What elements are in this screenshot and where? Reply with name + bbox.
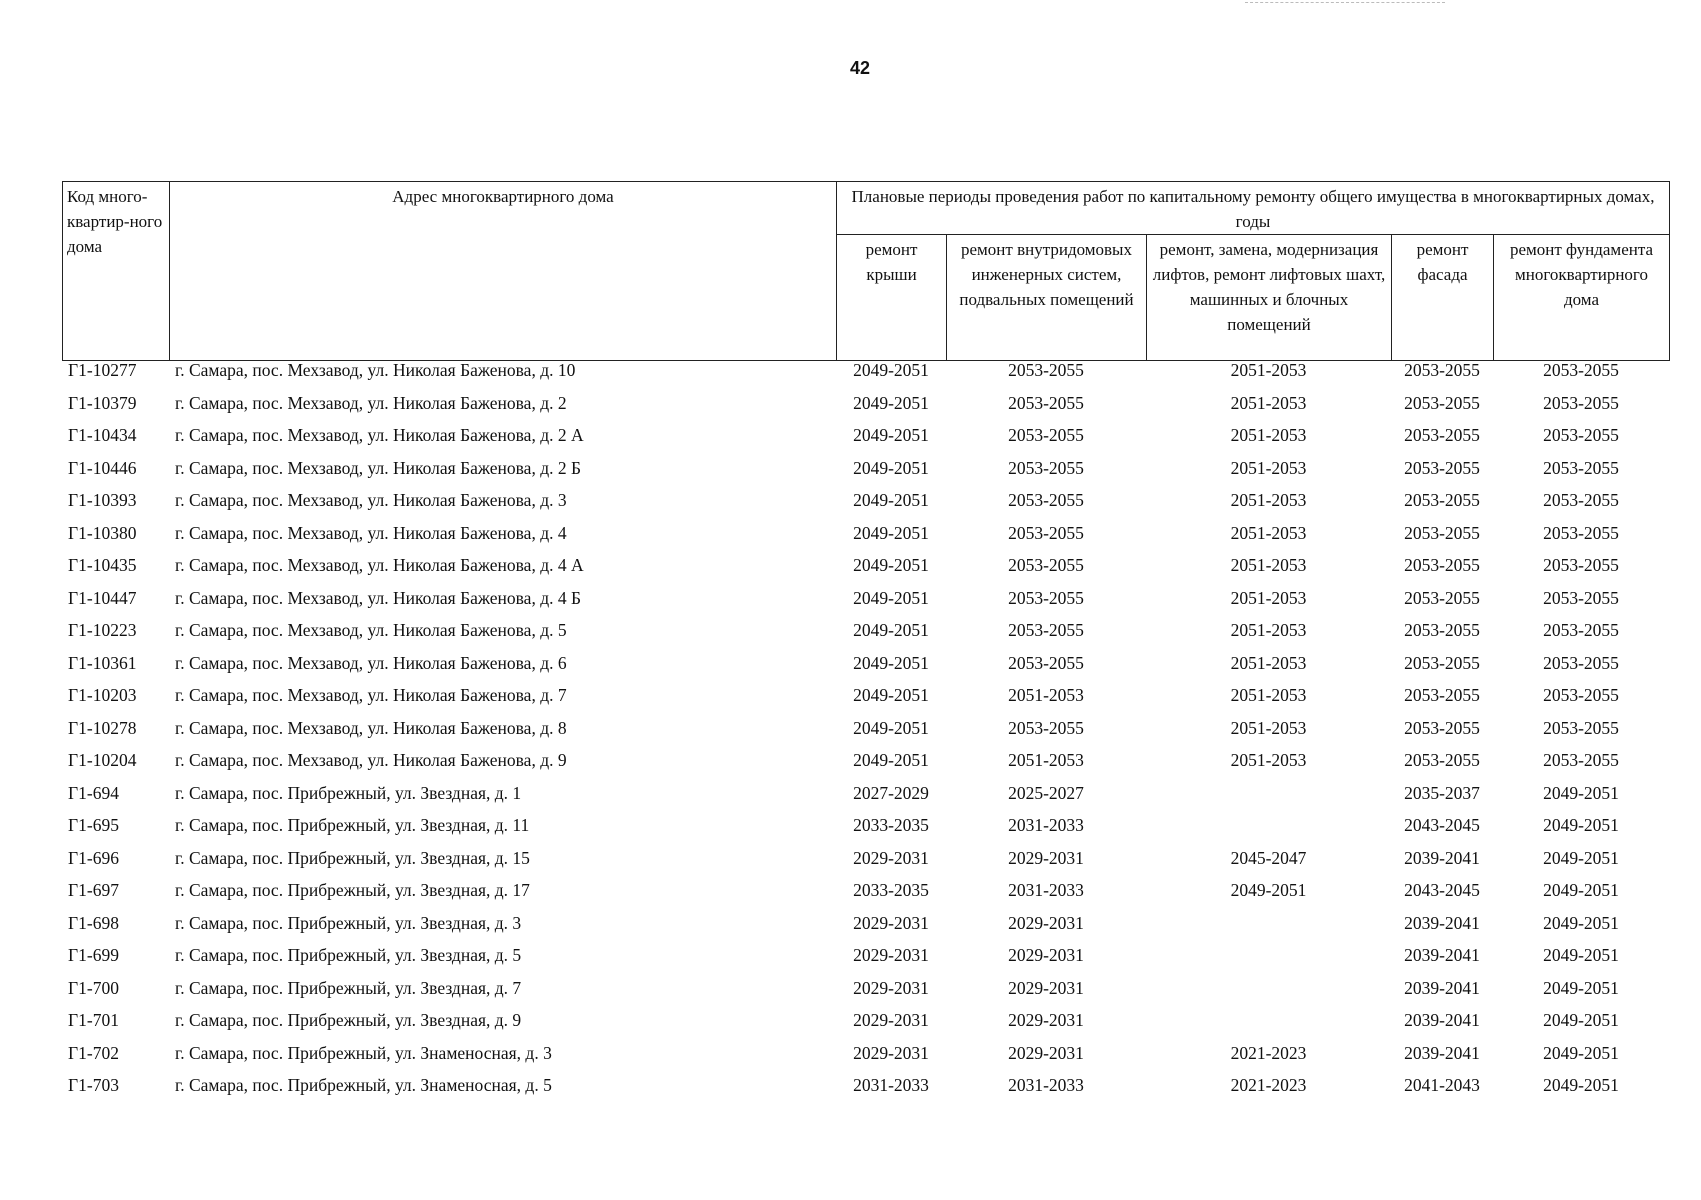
house-code: Г1-702 [68, 1042, 119, 1063]
elevators-period [1146, 978, 1391, 1011]
house-code: Г1-10393 [68, 490, 137, 510]
roof-period: 2029-2031 [853, 977, 929, 998]
house-code: Г1-10277 [68, 360, 137, 380]
table-row [62, 620, 1669, 653]
house-code: Г1-10446 [68, 457, 137, 478]
engineering-period: 2053-2055 [1008, 555, 1084, 575]
engineering-period: 2053-2055 [1008, 652, 1084, 673]
page-number: 42 [849, 58, 871, 78]
foundation-period: 2053-2055 [1543, 685, 1619, 705]
table-row [62, 718, 1669, 751]
scan-artifact [1245, 2, 1445, 5]
engineering-period: 2029-2031 [1008, 847, 1084, 868]
engineering-period: 2053-2055 [1008, 457, 1084, 478]
elevators-period [1146, 1010, 1391, 1043]
foundation-period: 2053-2055 [1543, 750, 1619, 770]
elevators-period: 2051-2053 [1230, 717, 1307, 738]
elevators-period: 2051-2053 [1230, 620, 1307, 640]
table-row [62, 523, 1669, 556]
roof-period: 2049-2051 [853, 490, 929, 510]
foundation-period: 2053-2055 [1543, 555, 1619, 575]
foundation-period: 2049-2051 [1543, 880, 1619, 900]
facade-period: 2039-2041 [1404, 945, 1480, 965]
roof-period: 2029-2031 [853, 1010, 929, 1030]
house-code: Г1-10278 [68, 717, 137, 738]
house-address: г. Самара, пос. Прибрежный, ул. Звездная, д. 5 [175, 945, 522, 965]
house-code: Г1-703 [68, 1075, 119, 1095]
engineering-period: 2053-2055 [1008, 717, 1084, 738]
header-roof: ремонт крыши [837, 235, 947, 361]
elevators-period: 2051-2053 [1230, 360, 1307, 380]
elevators-period: 2051-2053 [1230, 425, 1307, 445]
engineering-period: 2029-2031 [1008, 945, 1084, 965]
facade-period: 2035-2037 [1404, 782, 1480, 803]
house-code: Г1-10379 [68, 392, 137, 413]
foundation-period: 2049-2051 [1543, 912, 1619, 933]
engineering-period: 2053-2055 [1008, 425, 1084, 445]
engineering-period: 2031-2033 [1008, 1075, 1084, 1095]
facade-period: 2053-2055 [1404, 425, 1480, 445]
house-address: г. Самара, пос. Прибрежный, ул. Звездная, д. 7 [175, 977, 522, 998]
foundation-period: 2053-2055 [1543, 360, 1619, 380]
header-foundation: ремонт фундамента многоквартирного дома [1494, 235, 1670, 361]
foundation-period: 2049-2051 [1543, 815, 1619, 835]
house-address: г. Самара, пос. Прибрежный, ул. Звездная, д. 3 [175, 912, 522, 933]
data-table [62, 360, 1669, 1108]
house-address: г. Самара, пос. Прибрежный, ул. Звездная, д. 1 [175, 782, 522, 803]
table-row [62, 685, 1669, 718]
roof-period: 2049-2051 [853, 685, 929, 705]
elevators-period: 2051-2053 [1230, 685, 1307, 705]
house-address: г. Самара, пос. Прибрежный, ул. Звездная, д. 11 [175, 815, 530, 835]
house-address: г. Самара, пос. Мехзавод, ул. Николая Баженова, д. 4 Б [175, 587, 582, 608]
facade-period: 2053-2055 [1404, 620, 1480, 640]
facade-period: 2039-2041 [1404, 1042, 1480, 1063]
roof-period: 2049-2051 [853, 750, 929, 770]
elevators-period: 2051-2053 [1230, 490, 1307, 510]
house-code: Г1-10203 [68, 685, 137, 705]
house-code: Г1-701 [68, 1010, 119, 1030]
elevators-period: 2051-2053 [1230, 457, 1307, 478]
foundation-period: 2049-2051 [1543, 1010, 1619, 1030]
facade-period: 2039-2041 [1404, 847, 1480, 868]
house-code: Г1-10223 [68, 620, 137, 640]
engineering-period: 2029-2031 [1008, 912, 1084, 933]
facade-period: 2041-2043 [1404, 1075, 1480, 1095]
engineering-period: 2031-2033 [1008, 815, 1084, 835]
facade-period: 2053-2055 [1404, 587, 1480, 608]
foundation-period: 2053-2055 [1543, 522, 1619, 543]
house-code: Г1-698 [68, 912, 119, 933]
facade-period: 2043-2045 [1404, 815, 1480, 835]
facade-period: 2053-2055 [1404, 652, 1480, 673]
facade-period: 2053-2055 [1404, 555, 1480, 575]
elevators-period: 2021-2023 [1230, 1042, 1307, 1063]
engineering-period: 2053-2055 [1008, 490, 1084, 510]
table-row [62, 815, 1669, 848]
house-address: г. Самара, пос. Прибрежный, ул. Знаменосная, д. 5 [175, 1075, 552, 1095]
foundation-period: 2053-2055 [1543, 425, 1619, 445]
foundation-period: 2053-2055 [1543, 717, 1619, 738]
engineering-period: 2029-2031 [1008, 1010, 1084, 1030]
table-row [62, 978, 1669, 1011]
facade-period: 2053-2055 [1404, 750, 1480, 770]
roof-period: 2033-2035 [853, 880, 929, 900]
table-row [62, 653, 1669, 686]
elevators-period: 2051-2053 [1230, 750, 1307, 770]
facade-period: 2043-2045 [1404, 880, 1480, 900]
facade-period: 2053-2055 [1404, 360, 1480, 380]
foundation-period: 2049-2051 [1543, 1042, 1619, 1063]
house-address: г. Самара, пос. Мехзавод, ул. Николая Баженова, д. 3 [175, 490, 567, 510]
house-code: Г1-697 [68, 880, 119, 900]
foundation-period: 2049-2051 [1543, 945, 1619, 965]
elevators-period: 2045-2047 [1230, 847, 1307, 868]
roof-period: 2027-2029 [853, 782, 929, 803]
house-code: Г1-699 [68, 945, 119, 965]
house-address: г. Самара, пос. Мехзавод, ул. Николая Баженова, д. 4 [175, 522, 567, 543]
foundation-period: 2053-2055 [1543, 587, 1619, 608]
house-code: Г1-10435 [68, 555, 137, 575]
table-row [62, 945, 1669, 978]
roof-period: 2029-2031 [853, 945, 929, 965]
facade-period: 2039-2041 [1404, 1010, 1480, 1030]
house-address: г. Самара, пос. Мехзавод, ул. Николая Баженова, д. 8 [175, 717, 567, 738]
table-row [62, 490, 1669, 523]
facade-period: 2053-2055 [1404, 685, 1480, 705]
house-address: г. Самара, пос. Мехзавод, ул. Николая Баженова, д. 2 Б [175, 457, 582, 478]
elevators-period: 2021-2023 [1230, 1075, 1307, 1095]
header-code: Код много-квартир-ного дома [63, 182, 170, 361]
table-row [62, 1043, 1669, 1076]
engineering-period: 2031-2033 [1008, 880, 1084, 900]
roof-period: 2033-2035 [853, 815, 929, 835]
house-code: Г1-10361 [68, 652, 137, 673]
house-address: г. Самара, пос. Мехзавод, ул. Николая Баженова, д. 5 [175, 620, 567, 640]
foundation-period: 2053-2055 [1543, 490, 1619, 510]
foundation-period: 2053-2055 [1543, 652, 1619, 673]
foundation-period: 2049-2051 [1543, 1075, 1619, 1095]
facade-period: 2053-2055 [1404, 490, 1480, 510]
house-address: г. Самара, пос. Мехзавод, ул. Николая Баженова, д. 6 [175, 652, 567, 673]
engineering-period: 2029-2031 [1008, 977, 1084, 998]
foundation-period: 2049-2051 [1543, 847, 1619, 868]
elevators-period: 2049-2051 [1230, 880, 1307, 900]
foundation-period: 2053-2055 [1543, 392, 1619, 413]
roof-period: 2031-2033 [853, 1075, 929, 1095]
house-address: г. Самара, пос. Мехзавод, ул. Николая Баженова, д. 9 [175, 750, 567, 770]
foundation-period: 2049-2051 [1543, 977, 1619, 998]
table-row [62, 848, 1669, 881]
house-code: Г1-696 [68, 847, 119, 868]
house-code: Г1-10447 [68, 587, 137, 608]
house-address: г. Самара, пос. Прибрежный, ул. Знаменосная, д. 3 [175, 1042, 552, 1063]
elevators-period: 2051-2053 [1230, 555, 1307, 575]
table-row [62, 1010, 1669, 1043]
roof-period: 2049-2051 [853, 392, 929, 413]
table-body [62, 360, 1669, 1108]
table-row [62, 750, 1669, 783]
engineering-period: 2051-2053 [1008, 685, 1084, 705]
foundation-period: 2049-2051 [1543, 782, 1619, 803]
roof-period: 2049-2051 [853, 457, 929, 478]
roof-period: 2049-2051 [853, 555, 929, 575]
header-periods: Плановые периоды проведения работ по капитальному ремонту общего имущества в многоквартирных домах, годы [837, 182, 1670, 235]
house-address: г. Самара, пос. Прибрежный, ул. Звездная, д. 17 [175, 880, 530, 900]
facade-period: 2039-2041 [1404, 912, 1480, 933]
facade-period: 2053-2055 [1404, 392, 1480, 413]
table-row [62, 425, 1669, 458]
table-row [62, 555, 1669, 588]
roof-period: 2049-2051 [853, 425, 929, 445]
header-address: Адрес многоквартирного дома [170, 182, 837, 361]
elevators-period: 2051-2053 [1230, 522, 1307, 543]
roof-period: 2049-2051 [853, 360, 929, 380]
table-row [62, 880, 1669, 913]
table-row [62, 393, 1669, 426]
engineering-period: 2029-2031 [1008, 1042, 1084, 1063]
table-row [62, 913, 1669, 946]
header-engineering: ремонт внутридомовых инженерных систем, подвальных помещений [947, 235, 1147, 361]
elevators-period: 2051-2053 [1230, 652, 1307, 673]
engineering-period: 2051-2053 [1008, 750, 1084, 770]
foundation-period: 2053-2055 [1543, 457, 1619, 478]
elevators-period [1146, 913, 1391, 946]
house-address: г. Самара, пос. Мехзавод, ул. Николая Баженова, д. 2 А [175, 425, 584, 445]
house-code: Г1-700 [68, 977, 119, 998]
house-code: Г1-10204 [68, 750, 137, 770]
table-header [62, 181, 1670, 361]
elevators-period: 2051-2053 [1230, 587, 1307, 608]
roof-period: 2049-2051 [853, 717, 929, 738]
table-row [62, 783, 1669, 816]
elevators-period [1146, 945, 1391, 978]
engineering-period: 2053-2055 [1008, 620, 1084, 640]
header-facade: ремонт фасада [1392, 235, 1494, 361]
roof-period: 2029-2031 [853, 912, 929, 933]
header-elevators: ремонт, замена, модернизация лифтов, ремонт лифтовых шахт, машинных и блочных помещений [1147, 235, 1392, 361]
engineering-period: 2053-2055 [1008, 587, 1084, 608]
roof-period: 2049-2051 [853, 587, 929, 608]
facade-period: 2053-2055 [1404, 457, 1480, 478]
facade-period: 2053-2055 [1404, 717, 1480, 738]
engineering-period: 2025-2027 [1008, 782, 1084, 803]
house-address: г. Самара, пос. Мехзавод, ул. Николая Баженова, д. 2 [175, 392, 567, 413]
table-row [62, 588, 1669, 621]
house-code: Г1-694 [68, 782, 119, 803]
engineering-period: 2053-2055 [1008, 392, 1084, 413]
house-code: Г1-10380 [68, 522, 137, 543]
engineering-period: 2053-2055 [1008, 360, 1084, 380]
facade-period: 2039-2041 [1404, 977, 1480, 998]
house-address: г. Самара, пос. Прибрежный, ул. Звездная, д. 9 [175, 1010, 522, 1030]
roof-period: 2049-2051 [853, 620, 929, 640]
house-address: г. Самара, пос. Мехзавод, ул. Николая Баженова, д. 7 [175, 685, 567, 705]
roof-period: 2029-2031 [853, 847, 929, 868]
house-code: Г1-695 [68, 815, 119, 835]
table-row [62, 1075, 1669, 1108]
elevators-period [1146, 815, 1391, 848]
house-code: Г1-10434 [68, 425, 137, 445]
elevators-period: 2051-2053 [1230, 392, 1307, 413]
facade-period: 2053-2055 [1404, 522, 1480, 543]
roof-period: 2029-2031 [853, 1042, 929, 1063]
table-row [62, 360, 1669, 393]
foundation-period: 2053-2055 [1543, 620, 1619, 640]
house-address: г. Самара, пос. Прибрежный, ул. Звездная, д. 15 [175, 847, 530, 868]
elevators-period [1146, 783, 1391, 816]
engineering-period: 2053-2055 [1008, 522, 1084, 543]
table-row [62, 458, 1669, 491]
house-address: г. Самара, пос. Мехзавод, ул. Николая Баженова, д. 10 [175, 360, 576, 380]
house-address: г. Самара, пос. Мехзавод, ул. Николая Баженова, д. 4 А [175, 555, 584, 575]
roof-period: 2049-2051 [853, 652, 929, 673]
roof-period: 2049-2051 [853, 522, 929, 543]
